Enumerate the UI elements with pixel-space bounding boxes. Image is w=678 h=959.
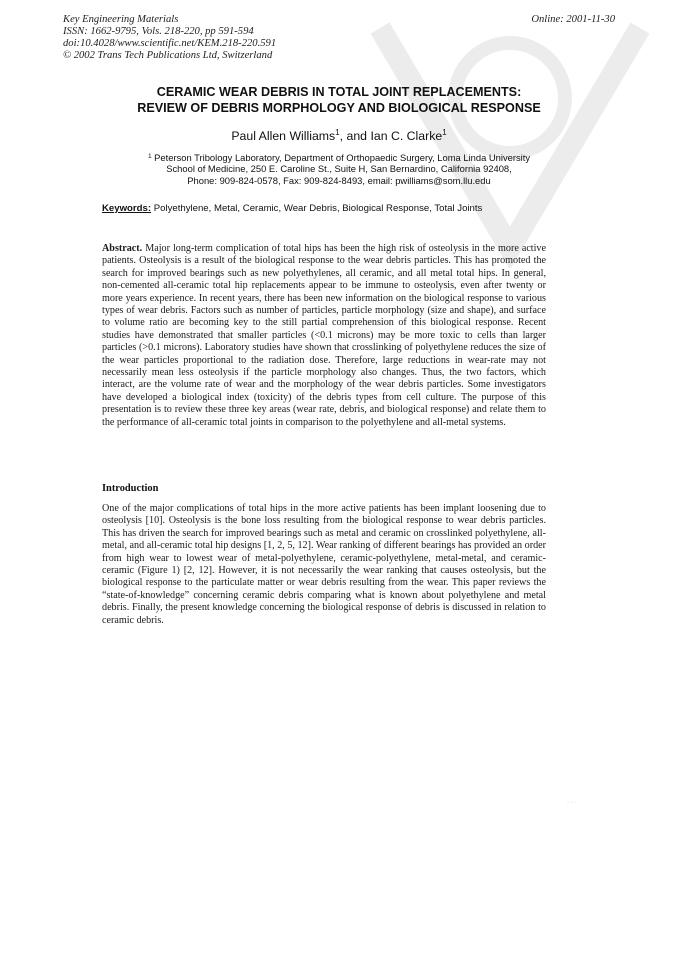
scan-mark: · · · (567, 800, 576, 806)
affiliation (0, 151, 678, 186)
journal-copyright: © 2002 Trans Tech Publications Ltd, Switzerland (63, 50, 273, 62)
journal-doi: doi:10.4028/www.scientific.net/KEM.218-220.591 (63, 38, 277, 50)
affiliation-mark: 1 (147, 153, 152, 160)
affiliation-line-1: Peterson Tribology Laboratory, Department of Orthopaedic Surgery, Loma Linda University (151, 152, 531, 163)
title-line-2: REVIEW OF DEBRIS MORPHOLOGY AND BIOLOGICAL RESPONSE (137, 100, 541, 115)
author-2-affil-mark: 1 (442, 128, 447, 137)
keywords-label: Keywords: (102, 203, 152, 214)
affiliation-line-3: Phone: 909-824-0578, Fax: 909-824-8493, email: pwilliams@som.llu.edu (187, 174, 491, 186)
journal-name: Key Engineering Materials (63, 14, 179, 25)
affiliation-line-2: School of Medicine, 250 E. Caroline St., Suite H, San Bernardino, California 92408, (166, 163, 512, 175)
paper-title (0, 85, 678, 116)
abstract (102, 243, 546, 429)
author-list (0, 128, 678, 143)
abstract-label: Abstract. (102, 243, 143, 254)
title-line-1: CERAMIC WEAR DEBRIS IN TOTAL JOINT REPLACEMENTS: (156, 85, 522, 99)
keywords-text: Polyethylene, Metal, Ceramic, Wear Debris, Biological Response, Total Joints (151, 203, 483, 214)
journal-header (63, 14, 276, 62)
author-1: Paul Allen Williams (231, 129, 336, 143)
online-date: Online: 2001-11-30 (531, 14, 615, 25)
journal-issn: ISSN: 1662-9795, Vols. 218-220, pp 591-594 (63, 26, 254, 38)
abstract-text: Major long-term complication of total hips has been the high risk of osteolysis in the more active patients. Osteolysis is a result of the biological response to the wear debris particles. This has promoted the search for improved bearings such as new polyethylenes, all ceramic, and all metal total hips. In general, non-cemented all-ceramic total hip replacements appear to be immune to osteolysis, even after twenty or more years experience. In recent years, there has been new information on the biological response to various types of wear debris. Factors such as number of particles, particle morphology (size and shape), and surface to volume ratio are becoming key to the still partial comprehension of this biological response. Recent studies have demonstrated that smaller particles (<0.1 microns) may be more toxic to cells than larger particles (>0.1 microns). Laboratory studies have shown that crosslinking of polyethylene reduces the size of the wear particles proportional to the radiation dose. Therefore, large reductions in wear-rate may not necessarily mean less osteolysis if the particle morphology also changes. Thus, the two factors, which interact, are the volume rate of wear and the morphology of the wear debris particles. Some investigators have developed a biological index (toxicity) of the debris types from cell culture. The purpose of this presentation is to review these three key areas (wear rate, debris, and biological response) and relate them to the performance of all-ceramic total joints in comparison to the polyethylene and all-metal systems. (102, 243, 546, 428)
introduction-text: One of the major complications of total hips in the more active patients has been implant loosening due to osteolysis [10]. Osteolysis is the bone loss resulting from the biological response to wear debris particles. This has driven the search for improved bearings such as metal and ceramic on crosslinked polyethylene, all-metal, and all-ceramic total hip designs [1, 2, 5, 12]. Wear ranking of different bearings has provided an order from high wear to lowest wear of metal-polyethylene, ceramic-polyethylene, metal-metal, and ceramic-ceramic (Figure 1) [2, 12]. However, it is not necessarily the wear ranking that causes osteolysis, but the biological response to the particulate matter or wear debris resulting from the wear. This paper reviews the “state-of-knowledge” concerning ceramic debris comparing what is known about polyethylene and metal debris. Finally, the present knowledge concerning the biological response of debris is discussed in relation to ceramic debris. (102, 503, 546, 626)
keywords (102, 203, 482, 214)
author-separator: , and (339, 129, 371, 143)
introduction-heading: Introduction (102, 483, 159, 494)
author-2: Ian C. Clarke (370, 129, 443, 143)
author-1-affil-mark: 1 (335, 128, 340, 137)
